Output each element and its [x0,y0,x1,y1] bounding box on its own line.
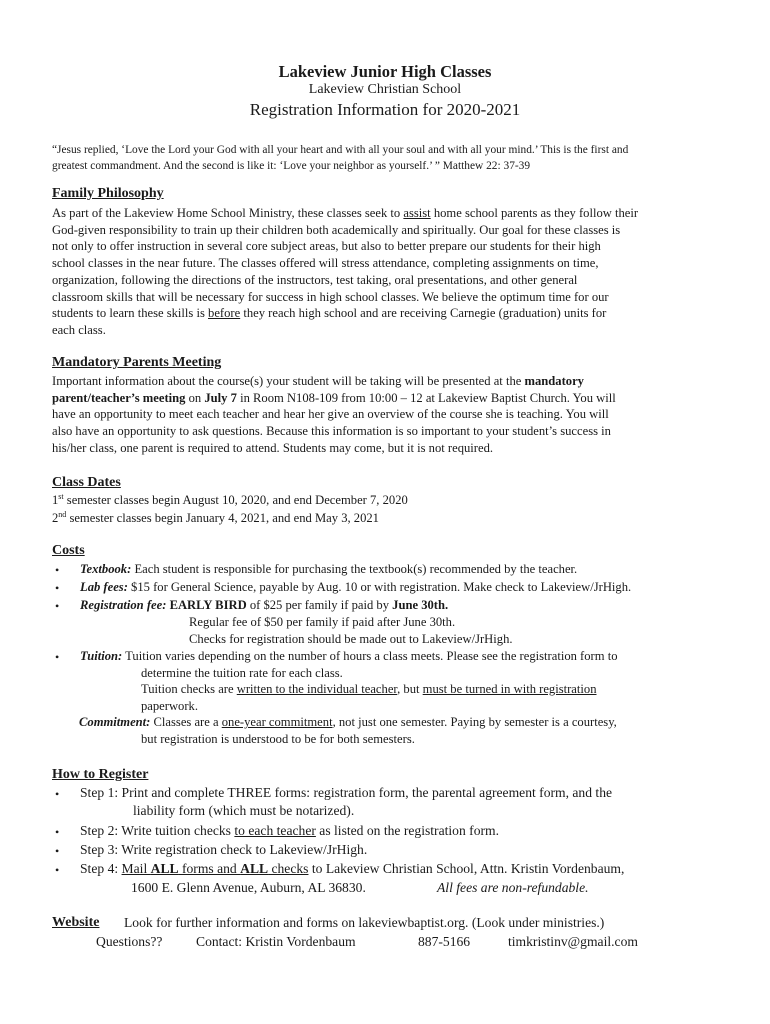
text-run: Lab fees: [80,580,128,594]
contact-phone: 887-5166 [418,934,471,949]
text-run: checks [268,861,309,876]
how-to-register-heading: How to Register [52,767,149,782]
emphasis-before: before [208,306,241,321]
tuition-item [80,649,618,664]
tuition-line: paperwork. [141,699,198,713]
non-refundable-note: All fees are non-refundable. [437,880,589,895]
text-run: , but [397,682,423,696]
semester-1-dates [52,493,408,508]
register-step-3: Step 3: Write registration check to Lakeview/JrHigh. [80,842,368,857]
website-text: Look for further information and forms on lakeviewbaptist.org. (Look under ministries.) [124,915,605,930]
text-line: his/her class, one parent is required to attend. Students may come, but it is not required. [52,440,494,455]
text-run: students to learn these skills is [52,306,209,321]
bullet: • [55,599,60,613]
text-line: also have an opportunity to ask questions. Because this information is so important to your student’s success in [52,424,611,439]
text-run: Textbook: [80,562,132,576]
text-line: school classes in the near future. The classes offered will stress attendance, completing assignments on time, [52,256,599,271]
text-run: must be turned in with registration [422,682,597,696]
document-title: Lakeview Junior High Classes [278,62,492,81]
website-label: Website [52,915,100,930]
school-name: Lakeview Christian School [308,82,462,97]
text-line: organization, following the directions of the instructors, test taking, oral presentations, and other general [52,272,578,287]
text-run: 2 [52,511,59,525]
bullet: • [55,844,60,858]
text-run: Important information about the course(s) your student will be taking will be presented at the [52,374,525,388]
family-philosophy-heading: Family Philosophy [52,186,164,201]
text-run: Step 4: [80,861,122,876]
registration-title: Registration Information for 2020-2021 [249,100,521,119]
ordinal-suffix: nd [58,509,67,519]
text-line: have an opportunity to meet each teacher and hear her give an overview of the course she is teaching. You will [52,407,609,422]
text-run: of $25 per family if paid by [246,598,393,612]
text-run: mandatory [524,374,584,388]
text-run: Mail [121,861,151,876]
parents-meeting-text [52,373,742,457]
text-run: Classes are a [150,715,222,729]
ordinal-suffix: st [58,491,64,501]
bullet: • [55,825,60,839]
register-step-1: Step 1: Print and complete THREE forms: registration form, the parental agreement form, and the [80,785,613,800]
text-run: , not just one semester. Paying by semester is a courtesy, [332,715,617,729]
bullet: • [55,581,60,595]
semester-2-dates [52,511,379,526]
text-run: home school parents as they follow their [430,206,639,220]
questions-label: Questions?? [96,934,163,949]
text-run: As part of the Lakeview Home School Ministry, these classes seek to [52,206,404,220]
text-run: Tuition: [80,649,123,663]
tuition-line: determine the tuition rate for each class. [141,666,343,680]
text-line: God-given responsibility to train up their children both academically and spiritually. Our goal for these classes is [52,222,621,237]
lab-fees-item [80,580,631,595]
quote-line: “Jesus replied, ‘Love the Lord your God with all your heart and with all your soul and with all your mind.’ This is the first and [52,144,629,156]
meeting-date: July 7 [204,390,237,405]
text-run: written to the individual teacher [236,682,398,696]
text-run: to Lakeview Christian School, Attn. Kristin Vordenbaum, [308,861,625,876]
commitment-item [79,715,617,730]
text-run: semester classes begin January 4, 2021, and end May 3, 2021 [66,511,379,525]
text-run: forms and [178,861,241,876]
family-philosophy-text [52,205,742,339]
text-run: parent/teacher’s meeting [52,390,186,405]
text-run: ALL [240,861,269,876]
tuition-checks-line [141,682,597,697]
costs-heading: Costs [52,543,85,558]
mailing-address: 1600 E. Glenn Avenue, Auburn, AL 36830. [131,880,366,895]
text-run: Tuition varies depending on the number of hours a class meets. Please see the registration form to [122,649,618,663]
contact-email: timkristinv@gmail.com [508,934,638,949]
quote-line: greatest commandment. And the second is like it: ‘Love your neighbor as yourself.’ ” Matthew 22: 37-39 [52,160,531,172]
register-step-1-cont: liability form (which must be notarized). [133,803,355,818]
bullet: • [55,863,60,877]
text-line: each class. [52,322,106,337]
text-run: ALL [150,861,179,876]
text-run: one-year commitment [221,715,333,729]
text-run: EARLY BIRD [169,598,247,612]
text-run: Registration fee: [80,598,167,612]
text-line: not only to offer instruction in several core subject areas, but also to better prepare our students for their high [52,239,601,254]
text-run: $15 for General Science, payable by Aug. 10 or with registration. Make check to Lakeview/JrHigh. [127,580,632,594]
text-line: classroom skills that will be necessary for success in high school classes. We believe the optimum time for our [52,289,609,304]
text-run: 1 [52,493,59,507]
text-run: to each teacher [234,823,316,838]
bullet: • [55,787,60,801]
text-run: June 30th. [392,598,449,612]
commitment-line: but registration is understood to be for both semesters. [141,732,415,746]
class-dates-heading: Class Dates [52,475,121,490]
text-run: Each student is responsible for purchasing the textbook(s) recommended by the teacher. [131,562,578,576]
text-run: as listed on the registration form. [315,823,499,838]
bullet: • [55,563,60,577]
text-run: Step 2: Write tuition checks [80,823,235,838]
text-run: Commitment: [79,715,151,729]
register-step-2 [80,823,499,839]
scripture-quote [52,142,732,174]
text-run: Tuition checks are [141,682,237,696]
text-run: in Room N108-109 from 10:00 – 12 at Lakeview Baptist Church. You will [236,390,616,405]
parents-meeting-heading: Mandatory Parents Meeting [52,355,222,370]
bullet: • [55,650,60,664]
text-run: they reach high school and are receiving Carnegie (graduation) units for [240,306,607,321]
register-step-4 [80,861,624,877]
text-run: semester classes begin August 10, 2020, and end December 7, 2020 [63,493,408,507]
regular-fee-line: Regular fee of $50 per family if paid after June 30th. [189,615,456,629]
textbook-item [80,562,577,577]
text-run: on [185,390,205,405]
contact-name: Contact: Kristin Vordenbaum [196,934,356,949]
mail-all-instruction [122,861,309,876]
emphasis-assist: assist [403,206,431,220]
registration-fee-item [80,598,448,613]
registration-check-line: Checks for registration should be made out to Lakeview/JrHigh. [189,632,513,646]
